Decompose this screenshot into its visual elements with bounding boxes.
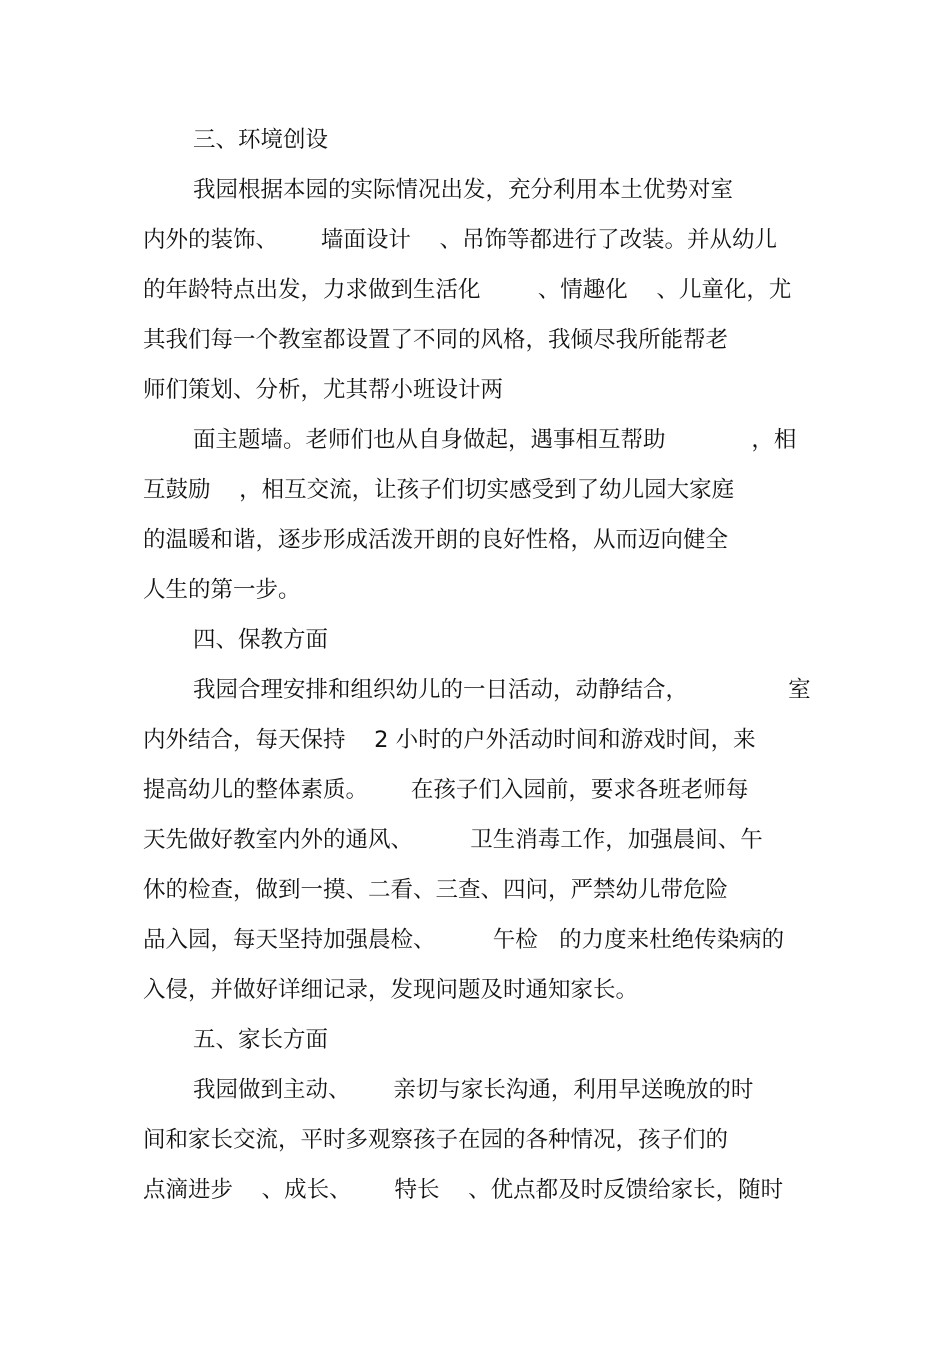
paragraph-line: 点滴进步 、成长、 特长 、优点都及时反馈给家长，随时 — [143, 1177, 784, 1203]
paragraph-line: 的年龄特点出发，力求做到生活化 、情趣化 、儿童化，尤 — [143, 277, 792, 303]
paragraph-line: 休的检查，做到一摸、二看、三查、四问，严禁幼儿带危险 — [143, 877, 729, 903]
paragraph-line: 提高幼儿的整体素质。 在孩子们入园前，要求各班老师每 — [143, 777, 749, 803]
paragraph-line: 内外的装饰、 墙面设计 、吊饰等都进行了改装。并从幼儿 — [143, 227, 778, 253]
paragraph-line: 其我们每一个教室都设置了不同的风格，我倾尽我所能帮老 — [143, 327, 729, 353]
section-heading-parents: 五、家长方面 — [193, 1027, 329, 1053]
section-heading-care-education: 四、保教方面 — [193, 627, 329, 653]
paragraph-line: 天先做好教室内外的通风、 卫生消毒工作，加强晨间、午 — [143, 827, 763, 853]
paragraph-line: 入侵，并做好详细记录，发现问题及时通知家长。 — [143, 977, 639, 1003]
paragraph-line: 品入园，每天坚持加强晨检、 午检 的力度来杜绝传染病的 — [143, 927, 785, 953]
paragraph-line: 的温暖和谐，逐步形成活泼开朗的良好性格，从而迈向健全 — [143, 527, 729, 553]
paragraph-line: 间和家长交流，平时多观察孩子在园的各种情况，孩子们的 — [143, 1127, 729, 1153]
paragraph-line: 内外结合，每天保持 2 小时的户外活动时间和游戏时间，来 — [143, 727, 756, 753]
paragraph-line: 师们策划、分析，尤其帮小班设计两 — [143, 377, 504, 403]
paragraph-line: 人生的第一步。 — [143, 577, 301, 603]
paragraph-line: 面主题墙。老师们也从自身做起，遇事相互帮助 ，相 — [193, 427, 797, 453]
paragraph-line: 我园根据本园的实际情况出发，充分利用本土优势对室 — [193, 177, 734, 203]
paragraph-line: 互鼓励 ，相互交流，让孩子们切实感受到了幼儿园大家庭 — [143, 477, 735, 503]
section-heading-environment: 三、环境创设 — [193, 127, 329, 153]
paragraph-line: 我园合理安排和组织幼儿的一日活动，动静结合， 室 — [193, 677, 811, 703]
paragraph-line: 我园做到主动、 亲切与家长沟通，利用早送晚放的时 — [193, 1077, 754, 1103]
